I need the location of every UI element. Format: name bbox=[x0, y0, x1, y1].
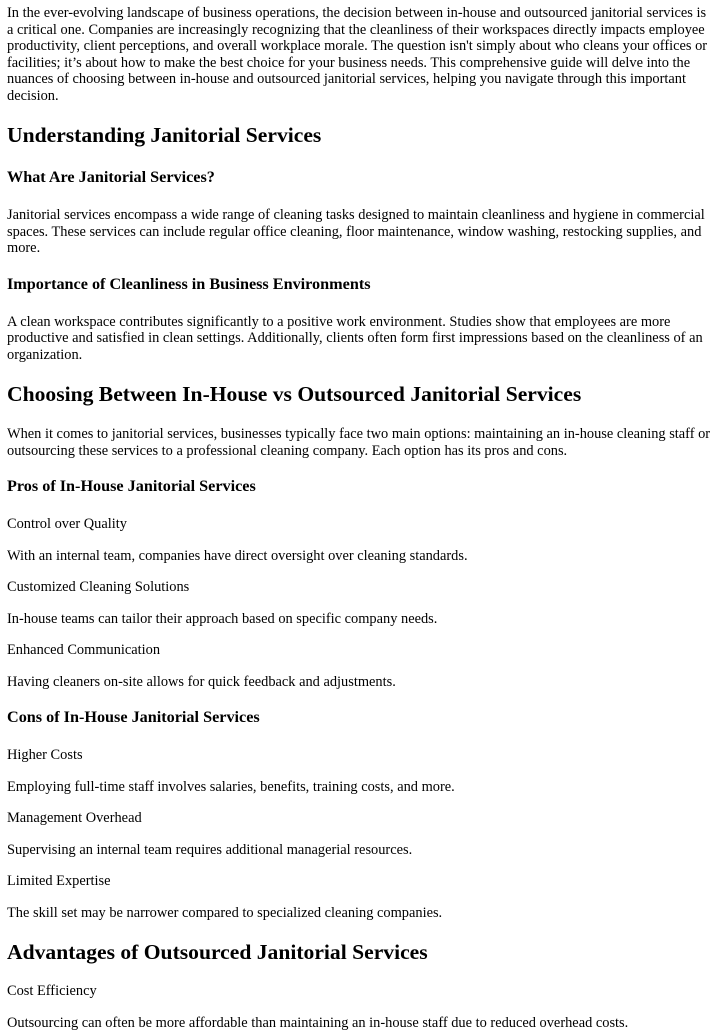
subheading-cons-in-house: Cons of In-House Janitorial Services bbox=[7, 708, 713, 727]
advantage-text: Outsourcing can often be more affordable than maintaining an in-house staff due to reduced overhead costs. bbox=[7, 1015, 713, 1031]
con-label: Limited Expertise bbox=[7, 873, 713, 890]
pro-label: Enhanced Communication bbox=[7, 642, 713, 659]
advantage-label: Cost Efficiency bbox=[7, 983, 713, 1000]
intro-paragraph: In the ever-evolving landscape of business operations, the decision between in-house and outsourced janitorial services is a critical one. Companies are increasingly recognizing that the cleanliness of their workspaces directly impacts employee productivity, client perceptions, and overall workplace morale. The question isn't simply about who cleans your offices or facilities; it’s about how to make the best choice for your business needs. This comprehensive guide will delve into the nuances of choosing between in-house and outsourced janitorial services, helping you navigate through this important decision. bbox=[7, 5, 713, 104]
pro-label: Control over Quality bbox=[7, 516, 713, 533]
con-text: Supervising an internal team requires additional managerial resources. bbox=[7, 842, 713, 859]
section-heading-advantages: Advantages of Outsourced Janitorial Services bbox=[7, 940, 713, 964]
subheading-pros-in-house: Pros of In-House Janitorial Services bbox=[7, 477, 713, 496]
paragraph-importance: A clean workspace contributes significantly to a positive work environment. Studies show that employees are more productive and satisfied in clean settings. Additionally, clients often form first impressions based on the cleanliness of an organization. bbox=[7, 314, 713, 364]
subheading-importance: Importance of Cleanliness in Business Environments bbox=[7, 275, 713, 294]
section-heading-choosing: Choosing Between In-House vs Outsourced Janitorial Services bbox=[7, 382, 713, 406]
pro-text: In-house teams can tailor their approach based on specific company needs. bbox=[7, 611, 713, 628]
pro-text: With an internal team, companies have direct oversight over cleaning standards. bbox=[7, 548, 713, 565]
article bbox=[0, 5, 720, 1031]
con-text: The skill set may be narrower compared to specialized cleaning companies. bbox=[7, 905, 713, 922]
section-heading-understanding: Understanding Janitorial Services bbox=[7, 123, 713, 147]
pro-label: Customized Cleaning Solutions bbox=[7, 579, 713, 596]
subheading-what-are: What Are Janitorial Services? bbox=[7, 168, 713, 187]
paragraph-what-are: Janitorial services encompass a wide range of cleaning tasks designed to maintain cleanliness and hygiene in commercial spaces. These services can include regular office cleaning, floor maintenance, window washing, restocking supplies, and more. bbox=[7, 207, 713, 257]
con-label: Higher Costs bbox=[7, 747, 713, 764]
con-text: Employing full-time staff involves salaries, benefits, training costs, and more. bbox=[7, 779, 713, 796]
paragraph-choosing-intro: When it comes to janitorial services, businesses typically face two main options: maintaining an in-house cleaning staff or outsourcing these services to a professional cleaning company. Each option has its pros and cons. bbox=[7, 426, 713, 459]
con-label: Management Overhead bbox=[7, 810, 713, 827]
pro-text: Having cleaners on-site allows for quick feedback and adjustments. bbox=[7, 674, 713, 691]
